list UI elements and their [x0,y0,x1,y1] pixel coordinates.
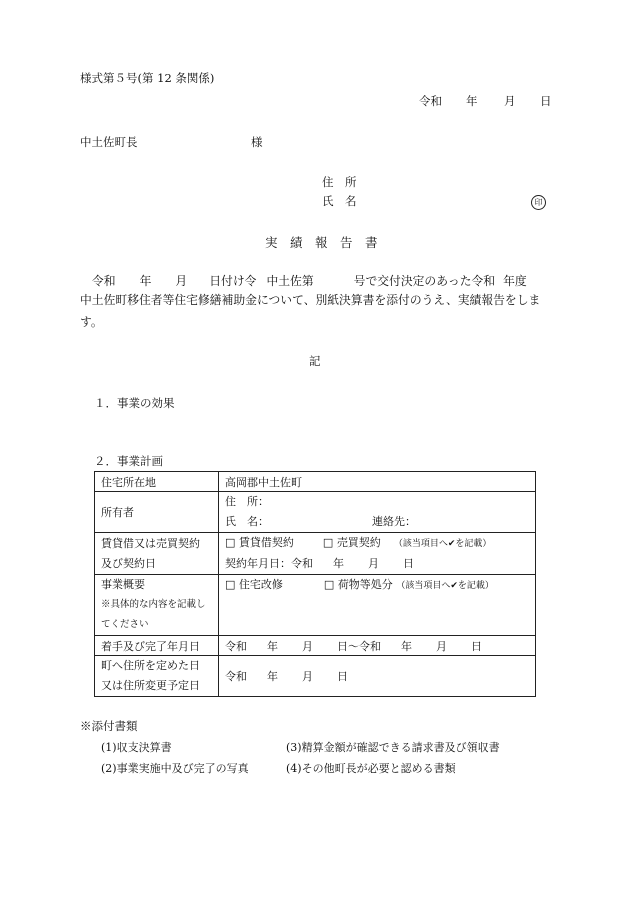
owner-name-label: 氏 名： [225,515,269,528]
body-line1 [92,276,527,288]
option-renovation: 住宅改修 [238,578,283,591]
seal-icon: 印 [531,195,546,210]
table-row [95,575,536,636]
applicant-name-label: 氏 名 [322,194,357,208]
table-row [95,492,536,533]
attachments-title: ※添付書類 [80,719,138,733]
contract-year: 年 [333,557,344,570]
attachment-item: (4)その他町長が必要と認める書類 [286,762,456,775]
table-row [95,636,536,656]
body-date-suffix: 日付け令 [209,274,257,288]
ki-marker: 記 [309,354,321,368]
label-residence: 町へ住所を定めた日 又は住所変更予定日 [95,656,219,697]
contract-month: 月 [368,557,379,570]
contract-date-label: 契約年月日：令和 [225,557,313,570]
date-year: 年 [466,94,478,108]
label-period: 着手及び完了年月日 [95,636,219,656]
attachment-item: (1)収支決算書 [101,741,172,754]
form-id: 様式第５号(第 12 条関係) [80,71,215,85]
date-month: 月 [504,94,516,108]
body-year: 年 [139,274,152,288]
label-contract: 賃貸借又は売買契約 及び契約日 [95,533,219,575]
seal-mark [531,195,546,210]
table-row [95,472,536,492]
checkbox-disposal[interactable]: □ [323,578,335,591]
label-overview: 事業概要 ※具体的な内容を記載し てください [95,575,219,636]
checkbox-rental[interactable]: □ [225,536,236,549]
body-rest: 中土佐町移住者等住宅修繕補助金について、別紙決算書を添付のうえ、実績報告をします。 [80,293,541,329]
label-owner: 所有者 [95,492,219,533]
table-row [95,656,536,697]
section-plan: ２．事業計画 [94,454,163,468]
owner-fields [219,492,536,533]
owner-address-label: 住 所： [225,495,269,508]
option-disposal: 荷物等処分 [337,578,393,591]
option-rental: 賃貸借契約 [238,536,294,549]
check-note: （該当項目へ✔を記載） [396,581,494,591]
check-note: （該当項目へ✔を記載） [393,539,492,549]
document-title: 実 績 報 告 書 [265,235,378,250]
addressee-suffix: 様 [251,135,263,149]
section-effects: １．事業の効果 [94,396,175,410]
checkbox-sale[interactable]: □ [322,536,334,549]
residence-fields: 令和 年 月 日 [219,656,536,697]
applicant-address-label: 住 所 [322,175,357,189]
attachment-item: (2)事業実施中及び完了の写真 [101,762,249,775]
table-row [95,533,536,575]
body-office: 中土佐第 [266,274,314,288]
contract-fields [219,533,536,575]
body-era: 令和 [92,274,116,288]
plan-table [94,471,536,697]
body-month: 月 [175,274,188,288]
contract-day: 日 [403,557,414,570]
label-location: 住宅所在地 [95,472,219,492]
attachment-item: (3)精算金額が確認できる請求書及び領収書 [286,741,500,754]
body-number: 号で交付決定のあった令和 [353,274,496,288]
date-era: 令和 [419,94,442,108]
overview-fields [219,575,536,636]
owner-contact-label: 連絡先： [372,515,416,528]
checkbox-renovation[interactable]: □ [225,578,236,591]
date-day: 日 [540,94,552,108]
option-sale: 売買契約 [336,536,381,549]
value-location: 高岡郡中土佐町 [219,472,536,492]
body-fiscal: 年度 [503,274,527,288]
addressee-name: 中土佐町長 [80,135,138,149]
period-fields: 令和 年 月 日～令和 年 月 日 [219,636,536,656]
